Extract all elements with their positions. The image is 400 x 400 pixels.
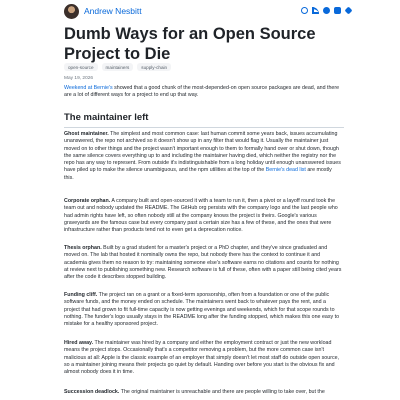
section-heading: The maintainer left	[64, 112, 344, 128]
header-icons	[301, 7, 352, 14]
paragraph-lead: Hired away.	[64, 340, 94, 346]
paragraph-thesis-orphan	[64, 245, 342, 281]
tag-link[interactable]: maintainers	[102, 63, 134, 71]
paragraph-lead: Succession deadlock.	[64, 389, 120, 395]
paragraph-funding-cliff	[64, 292, 342, 328]
theme-toggle-icon[interactable]	[301, 7, 308, 14]
rss-icon[interactable]	[312, 7, 319, 14]
paragraph-ghost-maintainer	[64, 131, 342, 182]
paragraph-text: A company built and open-sourced it with a team to run it, then a pivot or a layoff round took the team out and nobody updated the README. The GitHub org persists with the company logo and the last people who had admin rights have left, so often nobody still at the company knows the project is theirs. Google's various graveyards are the famous case but every company past a certain size has a few of these, and the ones that were infrastructure rather than products tend not to even get a deprecation notice.	[64, 198, 338, 234]
site-name-link[interactable]: Andrew Nesbitt	[84, 6, 142, 16]
avatar[interactable]	[64, 4, 79, 19]
bluesky-icon[interactable]	[345, 7, 353, 15]
intro-text: showed that a good chunk of the most-depended-on open source packages are dead, and there are a lot of different ways for a project to end up that way.	[64, 85, 340, 99]
paragraph-lead: Corporate orphan.	[64, 198, 111, 204]
paragraph-text: Built by a grad student for a master's project or a PhD chapter, and they've since graduated and moved on. The lab that hosted it nominally owns the repo, but nobody there has the context to continue it and academia gives them no reason to try: maintaining someone else's software earns no citations and counts for nothing at review next to publishing something new. Research software is full of these, often with a paper still being cited years after the code it describes stopped building.	[64, 245, 342, 281]
paragraph-corporate-orphan	[64, 198, 342, 234]
paragraph-text: The simplest and most common case: last human commit some years back, issues accumulating unanswered, the repo not archived so it doesn't show up in any filter that would flag it. Usually the maintainer just moved on to other things and the project wasn't important enough to them to formally hand over or shut down, though the same silence covers everything up to and including the maintainer having died, which neither the registry nor the repo has any way to represent. From outside it's indistinguishable from a long holiday until enough unanswered issues have piled up to make the silence unambiguous, and the npm utilities at the top of the	[64, 131, 341, 174]
github-icon[interactable]	[323, 7, 330, 14]
site-header	[64, 4, 344, 22]
tag-link[interactable]: open-source	[64, 63, 98, 71]
paragraph-text: The original maintainer is unreachable and there are people willing to take over, but the	[119, 389, 325, 395]
post-date: May 19, 2026	[64, 76, 94, 81]
paragraph-succession-deadlock	[64, 389, 342, 396]
paragraph-lead: Ghost maintainer.	[64, 131, 109, 137]
paragraph-lead: Funding cliff.	[64, 292, 98, 298]
mastodon-icon[interactable]	[334, 7, 341, 14]
intro-paragraph	[64, 85, 342, 100]
paragraph-hired-away	[64, 340, 342, 376]
paragraph-tail: are mostly this.	[64, 167, 332, 181]
tag-list	[64, 63, 171, 71]
tag-link[interactable]: supply-chain	[137, 63, 171, 71]
paragraph-lead: Thesis orphan.	[64, 245, 102, 251]
paragraph-text: The project ran on a grant or a fixed-term sponsorship, often from a foundation or one of the public software funds, and the money ended on schedule. The maintainers went back to whatever pays the rent, and a project that had grown to fit full-time capacity is now getting evenings and weekends, which for that scope rounds to nothing. The funder's logo usually stays in the README long after the funding stopped, which makes this one easy to mistake for a healthy sponsored project.	[64, 292, 340, 328]
dead-list-link[interactable]: Bernie's dead list	[265, 167, 306, 174]
intro-link[interactable]: Weekend at Bernie's	[64, 85, 113, 91]
post-title: Dumb Ways for an Open Source Project to Die	[64, 25, 316, 63]
paragraph-text: The maintainer was hired by a company and either the employment contract or just the new workload means the project stops. Occasionally that's a competitor removing a problem, but the more common case isn't malicious at all: Apple is the classic example of an employer that simply doesn't let most staff do outside open source, so a maintainer joining means their projects go quiet by default. Handing over before you start is the obvious fix and almost nobody does it in time.	[64, 340, 340, 376]
